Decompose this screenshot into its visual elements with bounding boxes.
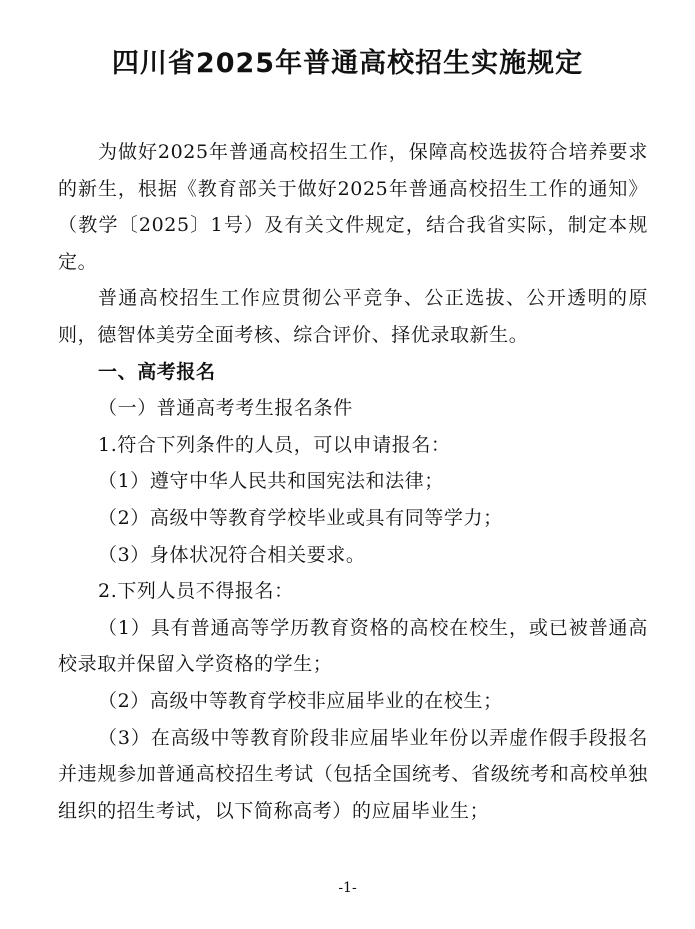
exclusion-item: （3）在高级中等教育阶段非应届毕业年份以弄虚作假手段报名并违规参加普通高校招生考试（包括全国统考、省级统考和高校单独组织的招生考试，以下简称高考）的应届毕业生； — [58, 726, 648, 822]
eligibility-item: （2）高级中等教育学校毕业或具有同等学力； — [98, 506, 503, 529]
document-body — [58, 134, 648, 829]
exclusion-item: （2）高级中等教育学校非应届毕业的在校生； — [98, 689, 503, 712]
exclusion-item: （1）具有普通高等学历教育资格的高校在校生，或已被普通高校录取并保留入学资格的学生； — [58, 616, 648, 676]
exclusion-intro: 2.下列人员不得报名： — [98, 580, 294, 603]
eligibility-item: （1）遵守中华人民共和国宪法和法律； — [98, 470, 444, 493]
eligibility-intro: 1.符合下列条件的人员，可以申请报名： — [98, 433, 451, 456]
subsection-heading: （一）普通高考考生报名条件 — [98, 397, 353, 420]
section-heading: 一、高考报名 — [98, 360, 216, 383]
page-number: -1- — [338, 880, 357, 896]
document-title: 四川省2025年普通高校招生实施规定 — [111, 48, 584, 79]
principle-paragraph: 普通高校招生工作应贯彻公平竞争、公正选拔、公开透明的原则，德智体美劳全面考核、综合评价、择优录取新生。 — [58, 287, 648, 346]
eligibility-item: （3）身体状况符合相关要求。 — [98, 543, 366, 566]
intro-paragraph: 为做好2025年普通高校招生工作，保障高校选拔符合培养要求的新生，根据《教育部关于做好2025年普通高校招生工作的通知》（教学〔2025〕1号）及有关文件规定，结合我省实际，制定本规定。 — [58, 141, 648, 273]
